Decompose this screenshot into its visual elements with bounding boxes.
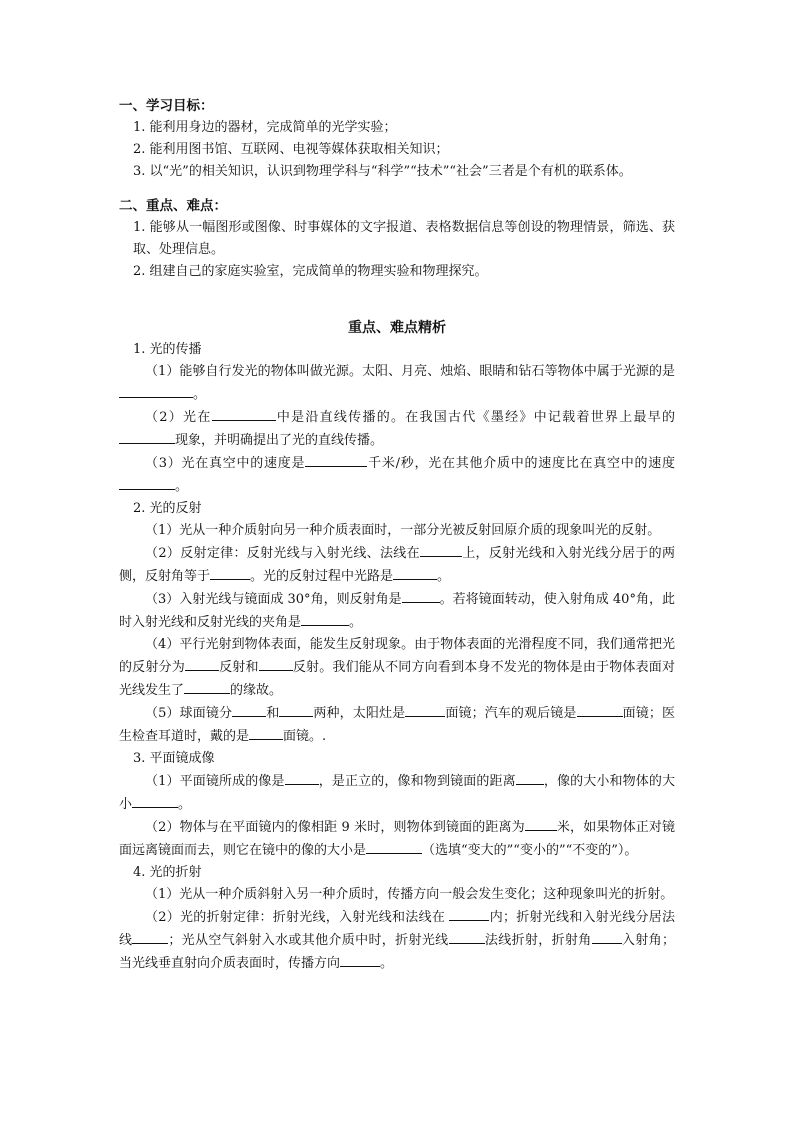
fill-blank[interactable] bbox=[232, 702, 266, 717]
fill-blank[interactable] bbox=[119, 475, 175, 490]
fill-blank[interactable] bbox=[525, 816, 557, 831]
section-heading: 4. 光的折射 bbox=[133, 865, 202, 880]
objective-item: 1. 能利用身边的器材，完成简单的光学实验； bbox=[133, 120, 397, 135]
paragraph: （2）光在 中是沿直线传播的。在我国古代《墨经》中记载着世界上最早的现象，并明确提出了光的直线传播。 bbox=[119, 406, 675, 452]
fill-blank[interactable] bbox=[592, 929, 622, 944]
paragraph: （1）能够自行发光的物体叫做光源。太阳、月亮、烛焰、眼睛和钻石等物体中属于光源的是。 bbox=[119, 361, 675, 406]
section-heading: 2. 光的反射 bbox=[133, 501, 202, 516]
fill-blank[interactable] bbox=[305, 452, 367, 467]
fill-blank[interactable] bbox=[301, 611, 349, 626]
paragraph: （2）光的折射定律：折射光线，入射光线和法线在 内；折射光线和入射光线分居法线 ；光从空气斜射入水或其他介质中时，折射光线 法线折射，折射角 入射角；当光线垂直射向介质表面时，传播方向 。 bbox=[119, 906, 675, 975]
fill-blank[interactable] bbox=[340, 952, 380, 967]
fill-blank[interactable] bbox=[516, 770, 544, 785]
fill-blank[interactable] bbox=[185, 656, 219, 671]
paragraph: （2）物体与在平面镜内的像相距 9 米时，则物体到镜面的距离为 米，如果物体正对镜面远离镜面而去，则它在镜中的像的大小是 （选填“变大的”“变小的”“不变的”）。 bbox=[119, 816, 675, 862]
fill-blank[interactable] bbox=[132, 793, 178, 808]
keypoint-item: 2. 组建自己的家庭实验室，完成简单的物理实验和物理探究。 bbox=[133, 264, 488, 279]
fill-blank[interactable] bbox=[449, 929, 485, 944]
paragraph: （3）入射光线与镜面成 30°角，则反射角是 。若将镜面转动，使入射角成 40°角，此时入射光线和反射光线的夹角是 。 bbox=[119, 588, 675, 634]
fill-blank[interactable] bbox=[212, 406, 276, 421]
fill-blank[interactable] bbox=[420, 542, 462, 557]
objective-item: 3. 以“光”的相关知识，认识到物理学科与“科学”“技术”“社会”三者是个有机的联系体。 bbox=[133, 164, 632, 179]
fill-blank[interactable] bbox=[279, 702, 313, 717]
paragraph: （5）球面镜分 和 两种，太阳灶是 面镜；汽车的观后镜是 面镜；医生检查耳道时，戴的是 面镜。. bbox=[119, 702, 675, 748]
analysis-title: 重点、难点精析 bbox=[348, 320, 446, 336]
fill-blank[interactable] bbox=[449, 906, 489, 921]
fill-blank[interactable] bbox=[285, 770, 319, 785]
fill-blank[interactable] bbox=[393, 565, 437, 580]
document-page bbox=[119, 95, 675, 975]
keypoints-title: 二、重点、难点： bbox=[119, 198, 227, 214]
fill-blank[interactable] bbox=[119, 383, 193, 398]
fill-blank[interactable] bbox=[184, 679, 230, 694]
fill-blank[interactable] bbox=[577, 702, 623, 717]
section-heading: 3. 平面镜成像 bbox=[133, 751, 215, 766]
fill-blank[interactable] bbox=[402, 588, 440, 603]
fill-blank[interactable] bbox=[119, 429, 175, 444]
fill-blank[interactable] bbox=[210, 565, 250, 580]
paragraph: （1）光从一种介质射向另一种介质表面时，一部分光被反射回原介质的现象叫光的反射。 bbox=[145, 523, 661, 538]
objectives-title: 一、学习目标： bbox=[119, 98, 214, 114]
fill-blank[interactable] bbox=[366, 839, 422, 854]
keypoint-item: 1. 能够从一幅图形或图像、时事媒体的文字报道、表格数据信息等创设的物理情景，筛选、获取、处理信息。 bbox=[133, 220, 675, 257]
paragraph: （2）反射定律：反射光线与入射光线、法线在 上，反射光线和入射光线分居于的两侧，反射角等于 。光的反射过程中光路是 。 bbox=[119, 542, 675, 588]
objective-item: 2. 能利用图书馆、互联网、电视等媒体获取相关知识； bbox=[133, 142, 449, 157]
fill-blank[interactable] bbox=[405, 702, 445, 717]
paragraph: （4）平行光射到物体表面，能发生反射现象。由于物体表面的光滑程度不同，我们通常把光的反射分为 反射和 反射。我们能从不同方向看到本身不发光的物体是由于物体表面对光线发生了 的缘故。 bbox=[119, 637, 675, 698]
fill-blank[interactable] bbox=[249, 725, 283, 740]
fill-blank[interactable] bbox=[259, 656, 293, 671]
paragraph: （3）光在真空中的速度是 千米/秒，光在其他介质中的速度比在真空中的速度。 bbox=[119, 452, 675, 498]
paragraph: （1）光从一种介质斜射入另一种介质时，传播方向一般会发生变化；这种现象叫光的折射。 bbox=[145, 887, 674, 902]
section-heading: 1. 光的传播 bbox=[133, 342, 202, 357]
paragraph: （1）平面镜所成的像是 ，是正立的，像和物到镜面的距离 ，像的大小和物体的大小 。 bbox=[119, 770, 675, 816]
fill-blank[interactable] bbox=[132, 929, 168, 944]
